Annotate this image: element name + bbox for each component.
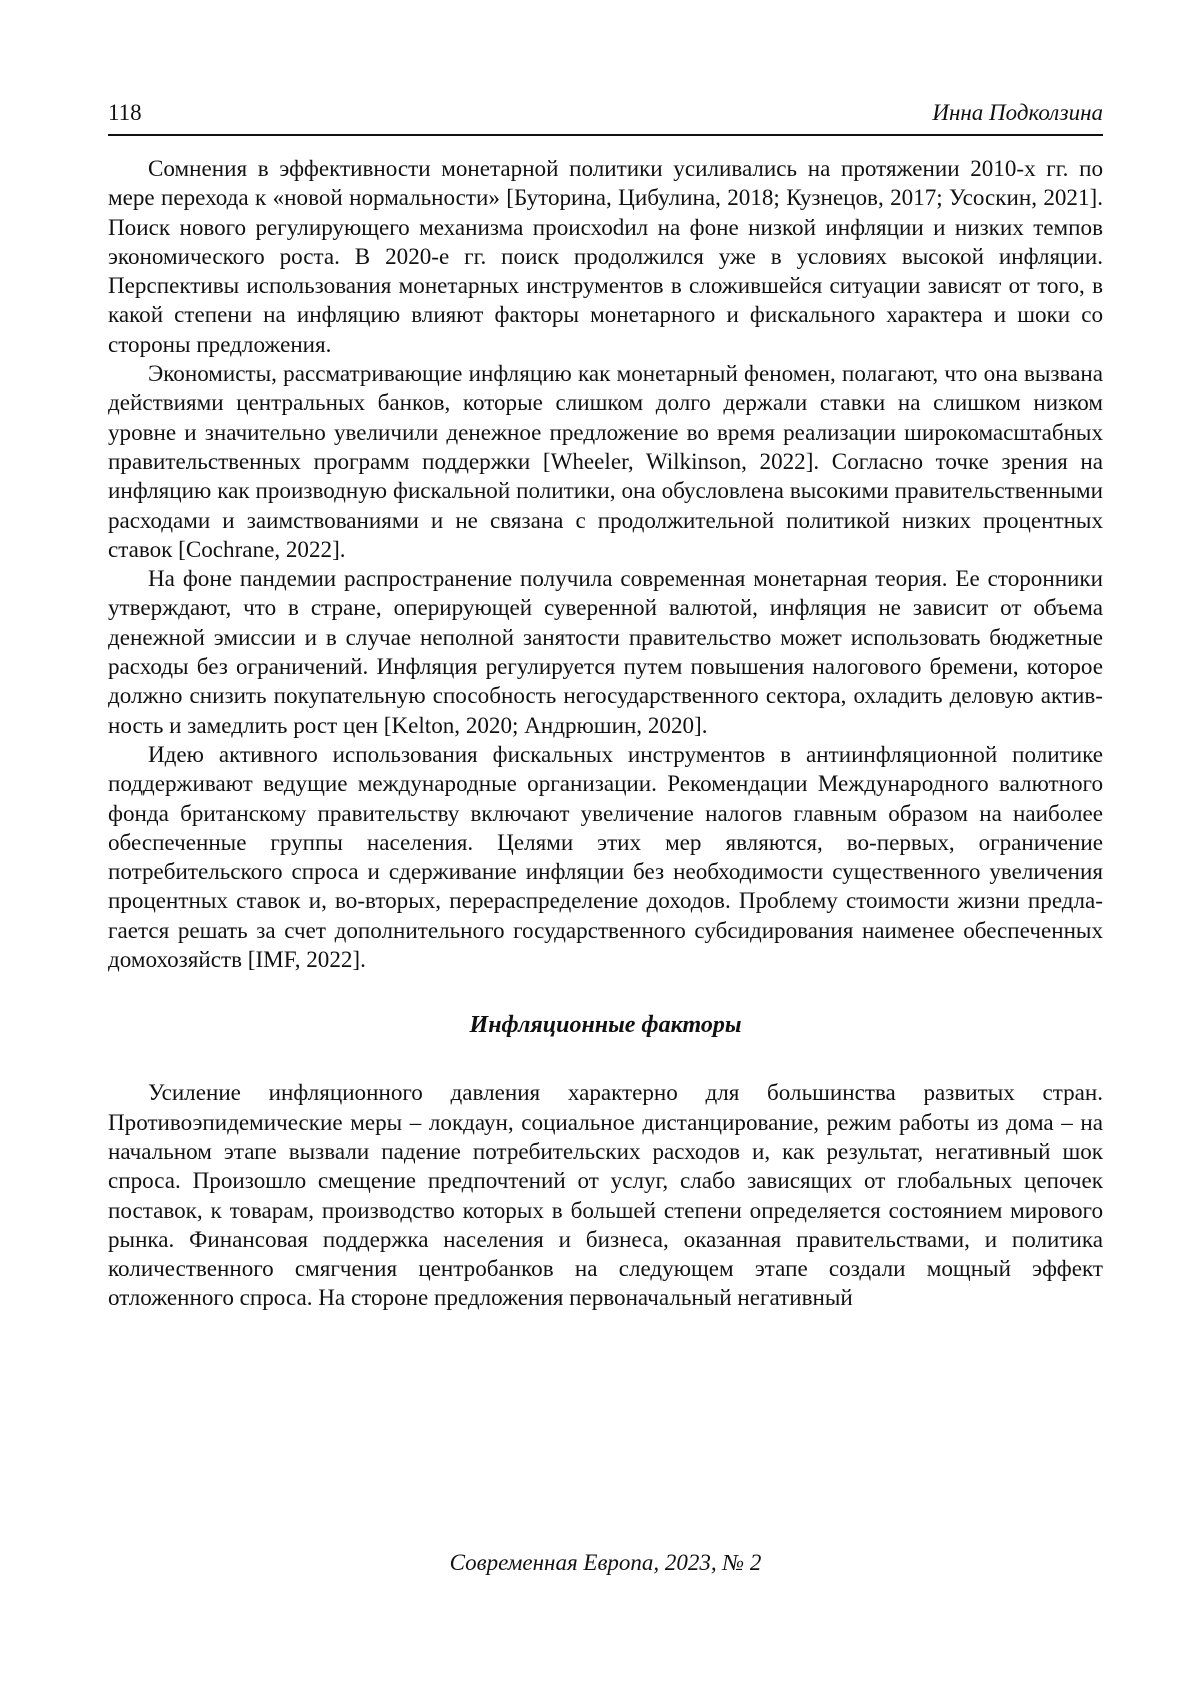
page-number: 118 bbox=[108, 100, 142, 125]
paragraph: Экономисты, рассматривающие инфляцию как монетарный феномен, полагают, что она вызвана действиями центральных банков, которые слишком долго держали ставки на слишком низком уровне и значительно увеличили денежное предложение во время реализации широкомасштабных правительственных программ поддержки [Wheeler, Wilkinson, 2022]. Согласно точке зрения на инфляцию как производную фискальной политики, она обусловлена высокими правительственными расходами и заимствованиями и не связана с продолжительной политикой низких процентных ставок [Cochrane, 2022]. bbox=[108, 360, 1103, 562]
paragraph: Сомнения в эффективности монетарной политики усиливались на протяжении 2010-х гг. по мере перехода к «новой нормальности» [Буторина, Цибулина, 2018; Кузнецов, 2017; Усоскин, 2021]. Поиск нового регулирующего механизма происхоdил на фоне низкой инфляции и низких темпов экономического роста. В 2020-е гг. поиск продолжился уже в условиях высокой инфляции. Перспективы использования монетарных инструментов в сложившейся ситуации зависят от того, в какой степени на инфляцию влияют факторы монетарного и фискального характера и шоки со стороны предложения. bbox=[108, 155, 1103, 357]
running-head-author: Инна Подколзина bbox=[932, 100, 1103, 125]
journal-page bbox=[108, 98, 1103, 1313]
paragraph: Идею активного использования фискальных инструментов в антиинфляционной политике поддерживают ведущие международные организации. Рекомендации Международного валютного фонда британскому правительству включают увеличение налогов главным образом на наиболее обеспеченные группы населения. Целями этих мер являются, во-первых, ограничение потребительского спроса и сдерживание инфляции без необходимости существенного увеличения процентных ставок и, во-вторых, перераспределение доходов. Проблему стоимости жизни предлагается решать за счет дополнительного государственного субсидирования наименее обеспеченных домохозяйств [IMF, 2022]. bbox=[108, 740, 1103, 973]
paragraph: Усиление инфляционного давления характерно для большинства развитых стран. Противоэпидемические меры – локдаун, социальное дистанцирование, режим работы из дома – на начальном этапе вызвали падение потребительских расходов и, как результат, негативный шок спроса. Произошло смещение предпочтений от услуг, слабо зависящих от глобальных цепочек поставок, к товарам, производство которых в большей степени определяется состоянием мирового рынка. Финансовая поддержка населения и бизнеса, оказанная правительствами, и политика количественного смягчения центробанков на следующем этапе создали мощный эффект отложенного спроса. На стороне предложения первоначальный негативный bbox=[108, 1079, 1103, 1311]
running-head bbox=[108, 98, 1103, 136]
article-body bbox=[108, 154, 1103, 1313]
journal-footer: Современная Европа, 2023, № 2 bbox=[449, 1550, 762, 1575]
section-heading: Инфляционные факторы bbox=[469, 1012, 742, 1039]
paragraph: На фоне пандемии распространение получила современная монетарная теория. Ее сторонники утверждают, что в стране, оперирующей суверенной валютой, инфляция не зависит от объема денежной эмиссии и в случае неполной занятости правительство может использовать бюджетные расходы без ограничений. Инфляция регулируется путем повышения налогового бремени, которое должно снизить покупательную способность негосударственного сектора, охладить деловую активность и замедлить рост цен [Kelton, 2020; Андрюшин, 2020]. bbox=[108, 565, 1103, 738]
